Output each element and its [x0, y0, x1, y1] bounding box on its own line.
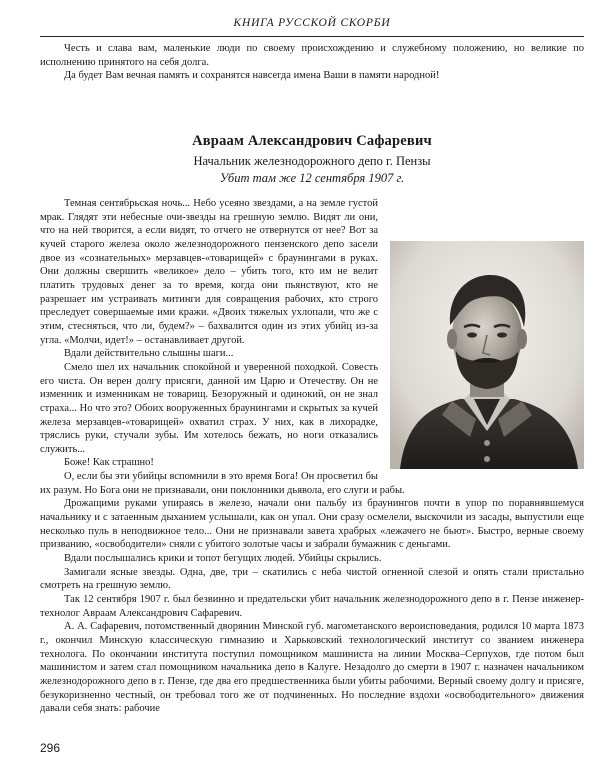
- article-paragraph: Смело шел их начальник спокойной и уверенной походкой. Совесть его чиста. Он верен долгу присяги, данной им Царю и Отечеству. Он не изменник и изменникам не товарищ. Безоружный и одинокий, он не знал страха... Но что это? Обоих вооруженных браунингами и скрытых за кучей железа мерзавцев-«товарищей» охватил страх. У них, как в лихорадке, тряслись руки, стучали зубы. Им хотелось бежать, но ноги отказались служить...: [40, 361, 378, 455]
- article-paragraph: Замигали ясные звезды. Одна, две, три – скатились с неба чистой огненной слезой и опять стали пристально смотреть на грешную землю.: [40, 566, 584, 592]
- header-rule: [40, 36, 584, 37]
- page-number: 296: [40, 741, 61, 755]
- article-paragraph: Боже! Как страшно!: [64, 457, 154, 469]
- portrait-photo: [390, 241, 584, 469]
- article-name: Авраам Александрович Сафаревич: [192, 133, 432, 149]
- running-title: КНИГА РУССКОЙ СКОРБИ: [233, 17, 391, 29]
- article-paragraph: А. А. Сафаревич, потомственный дворянин Минской губ. магометанского вероисповедания, родился 10 марта 1873 г., окончил Минскую классическую гимназию и Харьковский технологический институт со званием инженера технолога. По окончании института поступил помощником машиниста на линии Москва–Серпухов, где потом был машинистом и затем стал помощником начальника депо в Калуге. Незадолго до смерти в 1907 г. назначен начальником железнодорожного депо в г. Пензе, где два его предшественника были убиты рабочими. Верный своему долгу и присяге, безукоризненно честный, он требовал того же от подчиненных. Но последние вздохи «освободительного» движения давали себя знать: рабочие: [40, 621, 584, 715]
- portrait-image: [390, 241, 584, 469]
- article-fate: Убит там же 12 сентября 1907 г.: [219, 171, 405, 185]
- intro-paragraph: Да будет Вам вечная память и сохранятся навсегда имена Ваши в памяти народной!: [64, 70, 440, 82]
- article-role: Начальник железнодорожного депо г. Пензы: [193, 154, 431, 168]
- article-paragraph: О, если бы эти убийцы вспомнили в это время Бога! Он просветил бы их разум. Но Бога они не признавали, они поклонники дьявола, его слуги и рабы.: [40, 471, 405, 496]
- article-body: [40, 197, 584, 716]
- article-paragraph: Темная сентябрьская ночь... Небо усеяно звездами, а на земле густой мрак. Глядят эти небесные очи-звезды на грешную землю. Видят ли они, что на ней творится, а если видят, то отчего не отвернутся от нее? Вот за кучей старого железа около железнодорожного пензенского депо засели двое из «сознательных» мерзавцев-«товарищей» с браунингами в руках. Они должны свершить «великое» дело – убить того, кто им не велит платить трудовых денег за то время, когда они пьянствуют, кто не разрешает им устраивать митинги для совращения рабочих, кто строго преследует совершаемые ими кражи. «Двоих тяжелых ухлопали, что же с этим, стесняться, что ли, будем?» – бахвалится один из этих убийц из-за угла. «Молчи, идет!» – останавливает другой.: [40, 198, 378, 346]
- intro-text: [40, 42, 584, 83]
- article-paragraph: Вдали действительно слышны шаги...: [64, 348, 234, 360]
- article-paragraph: Вдали послышались крики и топот бегущих людей. Убийцы скрылись.: [64, 553, 382, 565]
- article-paragraph: Дрожащими руками упираясь в железо, начали они пальбу из браунингов почти в упор по поравнявшемуся начальнику и с затаенным дыханием услышали, как он упал. Они сразу осмелели, выскочили из засады, выпустили еще несколько пуль в неподвижное тело... Они не признавали завета храбрых «лежачего не бьют». Быстро, верные своему призванию, «освободители» сняли с убитого золотые часы и забрали бумажник с деньгами.: [40, 498, 584, 551]
- article-paragraph: Так 12 сентября 1907 г. был безвинно и предательски убит начальник железнодорожного депо в г. Пензе инженер-технолог Авраам Александрович Сафаревич.: [40, 594, 584, 619]
- intro-paragraph: Честь и слава вам, маленькие люди по своему происхождению и служебному положению, но великие по исполнению принятого на себя долга.: [40, 43, 584, 68]
